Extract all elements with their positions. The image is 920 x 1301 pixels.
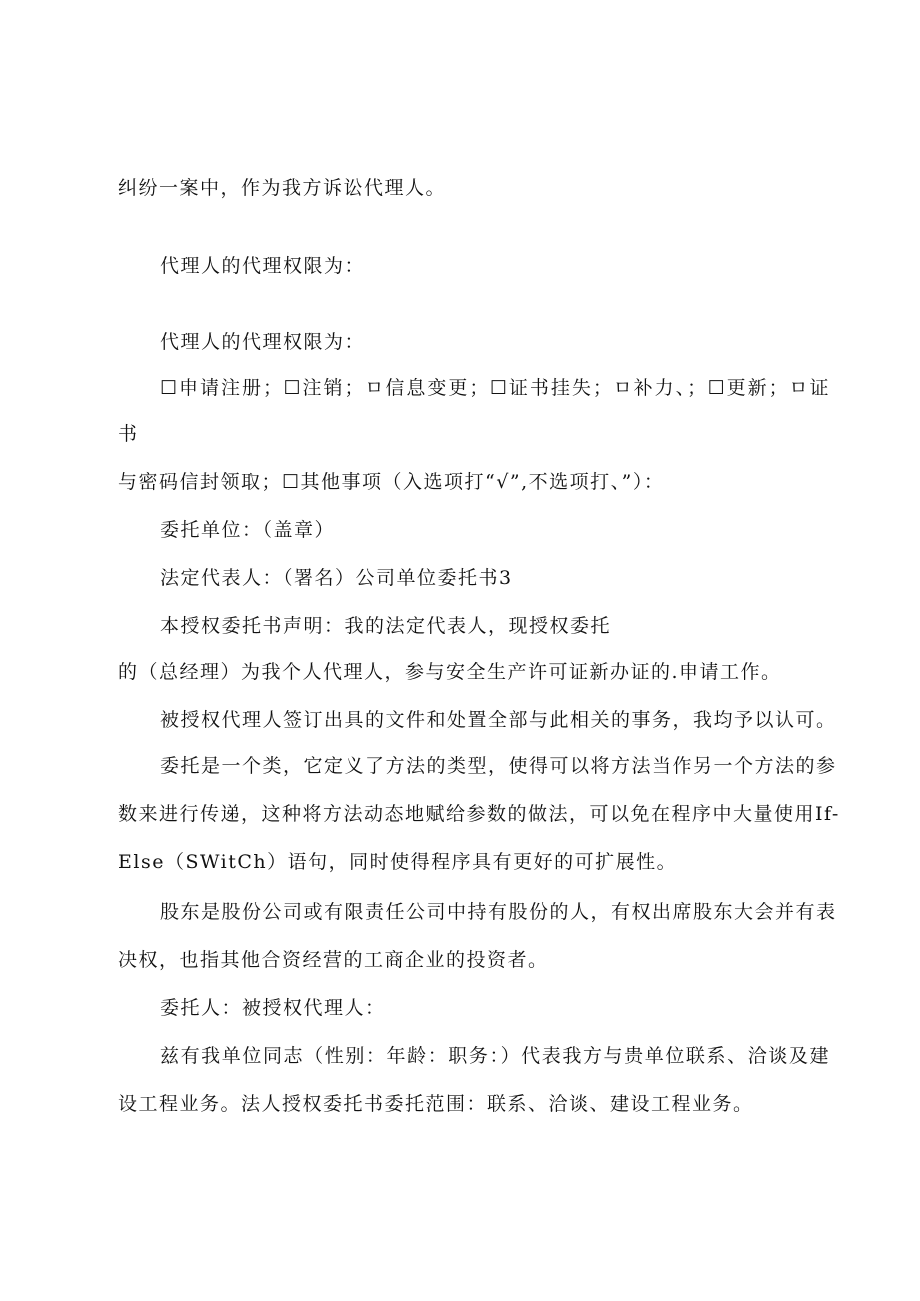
text-line: 决权，也指其他合资经营的工商企业的投资者。 [118, 949, 549, 971]
text-line: 委托是一个类，它定义了方法的类型，使得可以将方法当作另一个方法的参 [160, 755, 837, 777]
text-line: 书 [118, 423, 139, 445]
text-line: 委托单位：（盖章） [160, 519, 336, 541]
text-line: 兹有我单位同志（性别：年龄：职务：）代表我方与贵单位联系、洽谈及建 [160, 1045, 830, 1067]
text-line: 纠纷一案中，作为我方诉讼代理人。 [118, 177, 447, 199]
text-line: 与密码信封领取；☐其他事项（入选项打“√”,不选项打、”）： [118, 471, 665, 493]
text-line: ☐申请注册；☐注销；ㅁ信息变更；☐证书挂失；ㅁ补力、；☐更新；ㅁ证 [160, 377, 830, 399]
text-line: 法定代表人：（署名）公司单位委托书3 [160, 567, 513, 589]
text-line: 数来进行传递，这种将方法动态地赋给参数的做法，可以免在程序中大量使用If- [118, 803, 840, 825]
text-line: 代理人的代理权限为： [160, 331, 366, 353]
text-line: 委托人：被授权代理人： [160, 997, 386, 1019]
text-line: 本授权委托书声明：我的法定代表人，现授权委托 [160, 615, 612, 637]
text-line: 设工程业务。法人授权委托书委托范围：联系、洽谈、建设工程业务。 [118, 1093, 754, 1115]
text-line: 代理人的代理权限为： [160, 255, 366, 277]
text-line: Else（SWitCh）语句，同时使得程序具有更好的可扩展性。 [118, 851, 678, 873]
text-line: 的（总经理）为我个人代理人，参与安全生产许可证新办证的.申请工作。 [118, 661, 782, 683]
text-line: 股东是股份公司或有限责任公司中持有股份的人，有权出席股东大会并有表 [160, 901, 837, 923]
text-line: 被授权代理人签订出具的文件和处置全部与此相关的事务，我均予以认可。 [160, 709, 837, 731]
